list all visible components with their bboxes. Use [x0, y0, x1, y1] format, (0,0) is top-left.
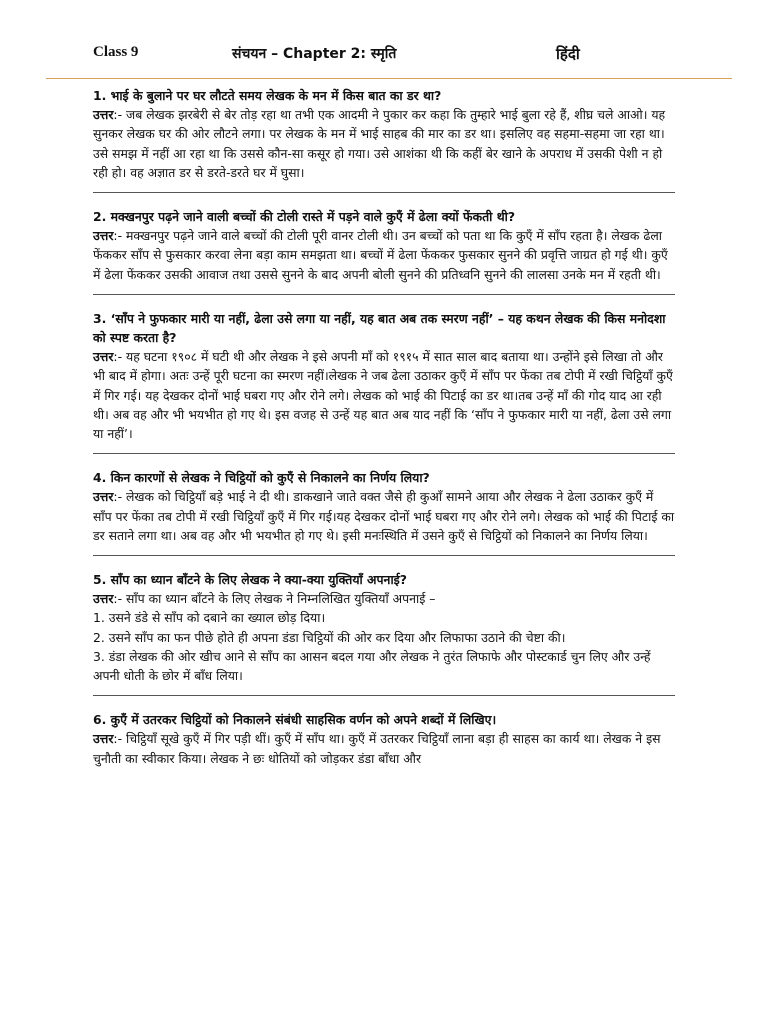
list-item: 1. उसने डंडे से साँप को दबाने का ख्याल छोड़ दिया। [93, 610, 326, 626]
page-header [0, 0, 768, 78]
answer-label: उत्तर [93, 591, 114, 607]
qa-item-1 [93, 86, 675, 182]
answer-text: :- जब लेखक झरबेरी से बेर तोड़ रहा था तभी एक आदमी ने पुकार कर कहा कि तुम्हारे भाई बुला रहे हैं, शीघ्र चले आओ। यह सुनकर लेखक घर की ओर लौटने लगा। पर लेखक के मन में भाई साहब की मार का डर था। इसलिए वह सहमा-सहमा जा रहा था। उसे समझ में नहीं आ रहा था कि उससे कौन-सा कसूर हो गया। उसे आशंका थी कि कहीं बेर खाने के अपराध में उसकी पेशी न हो रही हो। वह अज्ञात डर से डरते-डरते घर में घुसा। [93, 107, 666, 180]
section-divider [93, 695, 675, 696]
section-divider [93, 294, 675, 295]
question-text: 2. मक्खनपुर पढ़ने जाने वाली बच्चों की टोली रास्ते में पड़ने वाले कुएँ में ढेला क्यों फेंकती थी? [93, 209, 516, 225]
list-item: 3. डंडा लेखक की ओर खीच आने से साँप का आसन बदल गया और लेखक ने तुरंत लिफाफे और पोस्टकार्ड चुन लिए और उन्हें अपनी धोती के छोर में बाँध लिया। [93, 648, 651, 684]
answer-label: उत्तर [93, 731, 114, 747]
qa-item-6 [93, 710, 675, 768]
answer-block [93, 347, 675, 443]
answer-label: उत्तर [93, 349, 114, 365]
answer-block [93, 729, 675, 767]
qa-item-2 [93, 207, 675, 284]
section-divider [93, 453, 675, 454]
answer-text: :- चिट्ठियाँ सूखे कुएँ में गिर पड़ी थीं। कुएँ में साँप था। कुएँ में उतरकर चिट्ठियाँ लाना बड़ा ही साहस का कार्य था। लेखक ने इस चुनौती का स्वीकार किया। लेखक ने छः धोतियों को जोड़कर डंडा बाँधा और [93, 731, 661, 766]
answer-block [93, 589, 675, 608]
question-text: 4. किन कारणों से लेखक ने चिट्ठियों को कुएँ से निकालने का निर्णय लिया? [93, 470, 430, 486]
answer-text: :- मक्खनपुर पढ़ने जाने वाले बच्चों की टोली पूरी वानर टोली थी। उन बच्चों को पता था कि कुएँ में साँप रहता है। लेखक ढेला फेंककर साँप से फुसकार करवा लेना बड़ा काम समझता था। बच्चों में ढेला फेंककर फुसकार सुनने की प्रवृत्ति जाग्रत हो गई थी। कुएँ में ढेला फेंककर उसकी आवाज तथा उससे सुनने के बाद अपनी बोली सुनने की प्रतिध्वनि सुनने की लालसा उनके मन में रहती थी। [93, 228, 668, 282]
answer-label: उत्तर [93, 228, 114, 244]
question-text: 6. कुएँ में उतरकर चिट्ठियों को निकालने संबंधी साहसिक वर्णन को अपने शब्दों में लिखिए। [93, 712, 497, 728]
answer-text: :- साँप का ध्यान बाँटने के लिए लेखक ने निम्नलिखित युक्तियाँ अपनाई – [113, 591, 436, 607]
section-divider [93, 192, 675, 193]
qa-content [93, 86, 675, 768]
question-text: 1. भाई के बुलाने पर घर लौटते समय लेखक के मन में किस बात का डर था? [93, 88, 442, 103]
answer-points [93, 608, 675, 685]
section-divider [93, 555, 675, 556]
qa-item-4 [93, 468, 675, 545]
class-label: Class 9 [93, 44, 139, 60]
list-item: 2. उसने साँप का फन पीछे होते ही अपना डंडा चिट्ठियों की ओर कर दिया और लिफाफा उठाने की चेष्टा की। [93, 629, 566, 645]
answer-block [93, 487, 675, 545]
answer-text: :- यह घटना १९०८ में घटी थी और लेखक ने इसे अपनी माँ को १९१५ में सात साल बाद बताया था। उन्होंने इसे लिखा तो और भी बाद में होगा। अतः उन्हें पूरी घटना का स्मरण नहीं।लेखक ने जब ढेला उठाकर कुएँ में साँप पर फेंका तब टोपी में रखी चिट्ठियाँ कुएँ में गिर गई। यह देखकर दोनों भाई घबरा गए और रोने लगे। लेखक को भाई की पिटाई का डर था।तब उन्हें माँ की गोद याद आ रही थी। अब वह और भी भयभीत हो गए थे। इस वजह से उन्हें यह बात अब याद नहीं कि ‘साँप ने फुफकार मारी या नहीं, ढेला उसे लगा या नहीं’। [93, 349, 673, 442]
subject-label: हिंदी [556, 45, 580, 63]
answer-text: :- लेखक को चिट्ठियाँ बड़े भाई ने दी थी। डाकखाने जाते वक्त जैसे ही कुआँ सामने आया और लेखक ने ढेला उठाकर कुएँ में साँप पर फेंका तब टोपी में रखी चिट्ठियाँ कुएँ में गिर गई।यह देखकर दोनों भाई घबरा गए और रोने लगे। लेखक को भाई की पिटाई का डर सताने लगा था। अब वह और भी भयभीत हो गए थे। इसी मनःस्थिति में उसने कुएँ से चिट्ठियों को निकालने का निर्णय लिया। [93, 489, 675, 543]
answer-block [93, 226, 675, 284]
answer-label: उत्तर [93, 489, 114, 505]
answer-block [93, 105, 675, 182]
answer-label: उत्तर [93, 107, 114, 123]
chapter-title: संचयन – Chapter 2: स्मृति [232, 46, 397, 62]
qa-item-3 [93, 309, 675, 443]
header-divider [46, 78, 732, 79]
qa-item-5 [93, 570, 675, 685]
question-text: 5. साँप का ध्यान बाँटने के लिए लेखक ने क्या-क्या युक्तियाँ अपनाई? [93, 572, 407, 588]
question-text: 3. ‘साँप ने फुफकार मारी या नहीं, ढेला उसे लगा या नहीं, यह बात अब तक स्मरण नहीं’ – यह कथन लेखक की किस मनोदशा को स्पष्ट करता है? [93, 310, 666, 346]
